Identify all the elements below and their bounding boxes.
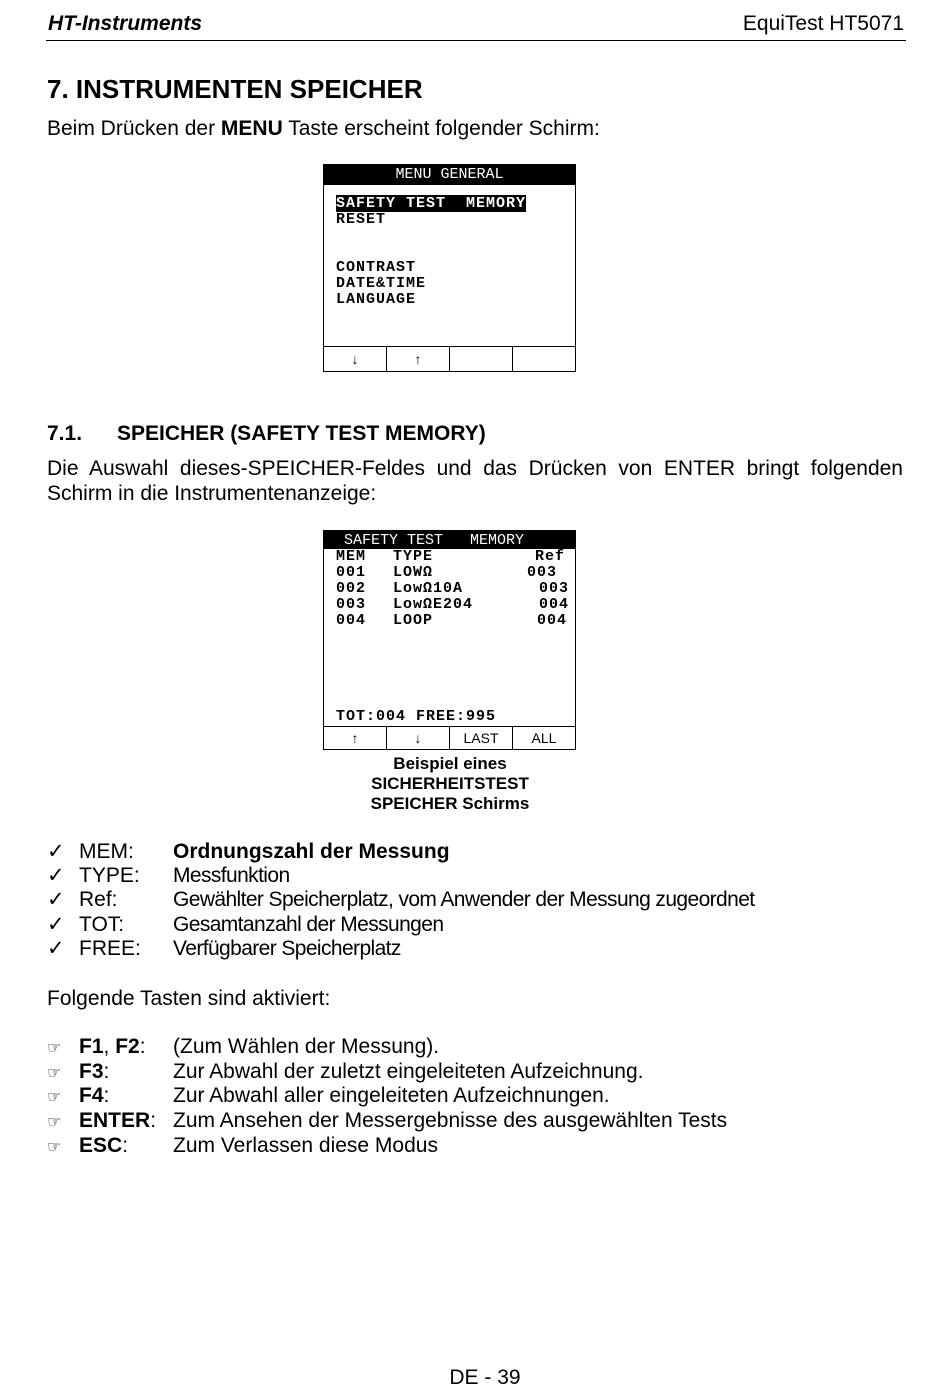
menu-item-language: LANGUAGE bbox=[336, 291, 417, 308]
legend-key: FREE: bbox=[79, 937, 141, 960]
key-item bbox=[47, 1035, 440, 1060]
key-name: ESC bbox=[79, 1134, 123, 1157]
memory-row-2-ref: 003 bbox=[538, 580, 569, 597]
check-icon: ✓ bbox=[47, 840, 65, 863]
header-brand: HT-Instruments bbox=[48, 12, 203, 35]
section-heading: 7. INSTRUMENTEN SPEICHER bbox=[47, 74, 423, 104]
memory-row-2-type: LowΩ10A bbox=[393, 580, 464, 597]
intro-pre: Beim Drücken der bbox=[47, 117, 221, 140]
key-name: ENTER bbox=[79, 1109, 151, 1132]
key-item bbox=[47, 1060, 644, 1085]
menu-item-reset: RESET bbox=[336, 211, 387, 228]
pointing-hand-icon: ☞ bbox=[47, 1038, 62, 1057]
memory-screen-title: SAFETY TEST MEMORY bbox=[324, 531, 575, 549]
legend-item bbox=[47, 840, 450, 864]
fkey-last[interactable]: LAST bbox=[450, 727, 513, 749]
subsection-para-line1: Die Auswahl dieses-SPEICHER-Feldes und das Drücken von ENTER bringt folgenden bbox=[47, 457, 903, 480]
menu-screen-title: MENU GENERAL bbox=[324, 165, 575, 185]
pointing-hand-icon: ☞ bbox=[47, 1137, 62, 1156]
key-name: F3 bbox=[79, 1060, 104, 1083]
caption-line-3: SPEICHER Schirms bbox=[370, 794, 530, 813]
memory-row-1-ref: 003 bbox=[526, 564, 557, 581]
key-desc: Zur Abwahl der zuletzt eingeleiteten Aufzeichnung. bbox=[173, 1060, 644, 1083]
memory-row-1-type: LOWΩ bbox=[393, 564, 434, 581]
memory-row-2-mem: 002 bbox=[336, 580, 367, 597]
memory-row-1-mem: 001 bbox=[336, 564, 367, 581]
legend-value: Ordnungszahl der Messung bbox=[173, 840, 450, 863]
legend-item bbox=[47, 937, 401, 961]
subsection-number: 7.1. bbox=[47, 422, 83, 445]
key-desc: (Zum Wählen der Messung). bbox=[173, 1035, 440, 1058]
legend-key: Ref: bbox=[79, 888, 118, 911]
intro-menu-key: MENU bbox=[220, 117, 283, 140]
key-item bbox=[47, 1134, 438, 1159]
caption-line-1: Beispiel eines bbox=[393, 754, 507, 773]
legend-key: MEM: bbox=[79, 840, 134, 863]
key-name: F4 bbox=[79, 1084, 104, 1107]
pointing-hand-icon: ☞ bbox=[47, 1087, 62, 1106]
fkey-down-arrow-icon[interactable]: ↓ bbox=[324, 347, 387, 371]
legend-key: TYPE: bbox=[79, 864, 140, 887]
memory-row-4-mem: 004 bbox=[336, 612, 367, 629]
key-colon: : bbox=[103, 1060, 110, 1083]
fkey-3-empty[interactable] bbox=[450, 347, 513, 371]
check-icon: ✓ bbox=[47, 913, 65, 936]
key-colon: : bbox=[150, 1109, 157, 1132]
key-colon: : bbox=[139, 1035, 146, 1058]
legend-item bbox=[47, 913, 444, 937]
memory-col-ref: Ref bbox=[534, 548, 565, 565]
menu-general-screen bbox=[323, 164, 576, 372]
check-icon: ✓ bbox=[47, 937, 65, 960]
header-divider bbox=[46, 40, 906, 41]
caption-line-2: SICHERHEITSTEST bbox=[371, 774, 529, 793]
memory-row-3-mem: 003 bbox=[336, 596, 367, 613]
fkey-down-arrow-icon[interactable]: ↓ bbox=[387, 727, 450, 749]
pointing-hand-icon: ☞ bbox=[47, 1112, 62, 1131]
memory-row-4-ref: 004 bbox=[536, 612, 567, 629]
menu-fkey-bar bbox=[324, 346, 575, 371]
memory-row-3-type: LowΩE204 bbox=[393, 596, 474, 613]
memory-fkey-bar bbox=[324, 726, 575, 749]
fkey-up-arrow-icon[interactable]: ↑ bbox=[324, 727, 387, 749]
fkey-4-empty[interactable] bbox=[513, 347, 575, 371]
legend-value: Messfunktion bbox=[173, 864, 290, 887]
key-colon: : bbox=[103, 1084, 110, 1107]
key-item bbox=[47, 1109, 728, 1134]
check-icon: ✓ bbox=[47, 864, 65, 887]
subsection-para-line2: Schirm in die Instrumentenanzeige: bbox=[47, 482, 377, 505]
key-desc: Zum Verlassen diese Modus bbox=[173, 1134, 438, 1157]
pointing-hand-icon: ☞ bbox=[47, 1063, 62, 1082]
legend-item bbox=[47, 888, 755, 912]
menu-item-safety-memory: SAFETY TEST MEMORY bbox=[336, 195, 527, 212]
header-model: EquiTest HT5071 bbox=[742, 12, 904, 35]
legend-item bbox=[47, 864, 290, 888]
fkey-all[interactable]: ALL bbox=[531, 730, 557, 746]
legend-value: Gewählter Speicherplatz, vom Anwender der Messung zugeordnet bbox=[173, 888, 755, 911]
memory-row-3-ref: 004 bbox=[538, 596, 569, 613]
menu-item-datetime: DATE&TIME bbox=[336, 275, 427, 292]
safety-memory-screen bbox=[323, 530, 576, 750]
memory-col-mem: MEM bbox=[336, 548, 367, 565]
menu-item-selected bbox=[336, 196, 526, 212]
memory-row-4-type: LOOP bbox=[393, 612, 434, 629]
memory-col-type: TYPE bbox=[393, 548, 434, 565]
menu-item-contrast: CONTRAST bbox=[336, 259, 417, 276]
memory-totals: TOT:004 FREE:995 bbox=[336, 708, 497, 725]
key-item bbox=[47, 1084, 610, 1109]
check-icon: ✓ bbox=[47, 888, 65, 911]
page-number: DE - 39 bbox=[449, 1366, 521, 1389]
key-desc: Zur Abwahl aller eingeleiteten Aufzeichnungen. bbox=[173, 1084, 610, 1107]
key-colon: : bbox=[122, 1134, 129, 1157]
key-name: F1 bbox=[79, 1035, 104, 1058]
key-desc: Zum Ansehen der Messergebnisse des ausgewählten Tests bbox=[173, 1109, 728, 1132]
subsection-title: SPEICHER (SAFETY TEST MEMORY) bbox=[117, 422, 486, 445]
legend-key: TOT: bbox=[79, 913, 125, 936]
fkey-up-arrow-icon[interactable]: ↑ bbox=[387, 347, 450, 371]
key-sep: , bbox=[103, 1035, 116, 1058]
legend-value: Verfügbarer Speicherplatz bbox=[173, 937, 401, 960]
legend-value: Gesamtanzahl der Messungen bbox=[173, 913, 444, 936]
section-intro bbox=[47, 116, 600, 141]
keys-intro: Folgende Tasten sind aktiviert: bbox=[47, 987, 331, 1010]
intro-post: Taste erscheint folgender Schirm: bbox=[282, 117, 600, 140]
key-name-2: F2 bbox=[115, 1035, 140, 1058]
